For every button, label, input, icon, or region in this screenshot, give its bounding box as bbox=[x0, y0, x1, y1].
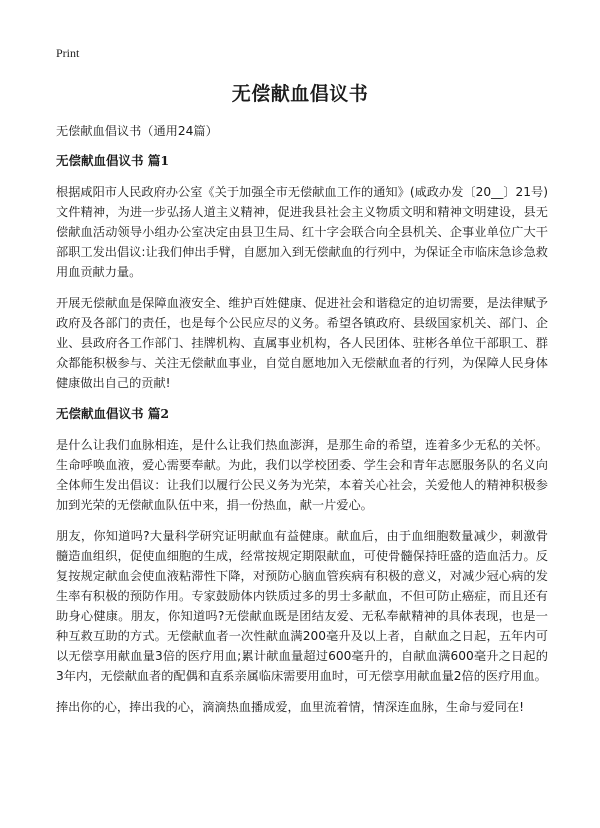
paragraph: 捧出你的心，捧出我的心，滴滴热血播成爱，血里流着情，情深连血脉，生命与爱同在! bbox=[56, 700, 525, 714]
section-heading: 无偿献血倡议书 篇2 bbox=[56, 406, 170, 421]
paragraph: 朋友，你知道吗?大量科学研究证明献血有益健康。献血后，由于血细胞数量减少，刺激骨髓造血组织，促使血细胞的生成，经常按规定期限献血，可使骨髓保持旺盛的造血活力。反复按规定献血会使血液粘滞性下降，对预防心脑血管疾病有积极的意义，对减少冠心病的发生率有积极的预防作用。专家鼓励体内铁质过多的男士多献血，不但可防止癌症，而且还有助身心健康。朋友，你知道吗?无偿献血既是团结友爱、无私奉献精神的具体表现，也是一种互救互助的方式。无偿献血者一次性献血满200毫升及以上者，自献血之日起，五年内可以无偿享用献血量3倍的医疗用血;累计献血量超过600毫升的，自献血满600毫升之日起的3年内，无偿献血者的配偶和直系亲属临床需要用血时，可无偿享用献血量2倍的医疗用血。 bbox=[56, 529, 548, 683]
section-heading: 无偿献血倡议书 篇1 bbox=[56, 153, 170, 168]
paragraph: 开展无偿献血是保障血液安全、维护百姓健康、促进社会和谐稳定的迫切需要，是法律赋予政府及各部门的责任，也是每个公民应尽的义务。希望各镇政府、县级国家机关、部门、企业、县政府各工作部门、挂牌机构、直属事业机构，各人民团体、驻彬各单位干部职工、群众都能积极参与、关注无偿献血事业，自觉自愿地加入无偿献血者的行列，为保障人民身体健康做出自己的贡献! bbox=[56, 296, 548, 390]
document-title: 无偿献血倡议书 bbox=[231, 83, 369, 105]
paragraph: 根据咸阳市人民政府办公室《关于加强全市无偿献血工作的通知》(咸政办发〔20__〕21号)文件精神，为进一步弘扬人道主义精神，促进我县社会主义物质文明和精神文明建设，县无偿献血活动领导小组办公室决定由县卫生局、红十字会联合向全县机关、企事业单位广大干部职工发出倡议:让我们伸出手臂，自愿加入到无偿献血的行列中，为保证全市临床急诊急救用血贡献力量。 bbox=[56, 185, 548, 279]
section-2 bbox=[56, 404, 548, 717]
document-subtitle: 无偿献血倡议书（通用24篇） bbox=[56, 124, 218, 138]
paragraph: 是什么让我们血脉相连，是什么让我们热血澎湃，是那生命的希望，连着多少无私的关怀。生命呼唤血液，爱心需要奉献。为此，我们以学校团委、学生会和青年志愿服务队的名义向全体师生发出倡议：让我们以履行公民义务为光荣，本着关心社会，关爱他人的精神积极参加到光荣的无偿献血队伍中来，捐一份热血，献一片爱心。 bbox=[56, 438, 548, 512]
document-body bbox=[56, 121, 548, 728]
print-link[interactable]: Print bbox=[56, 46, 80, 60]
section-1 bbox=[56, 151, 548, 393]
